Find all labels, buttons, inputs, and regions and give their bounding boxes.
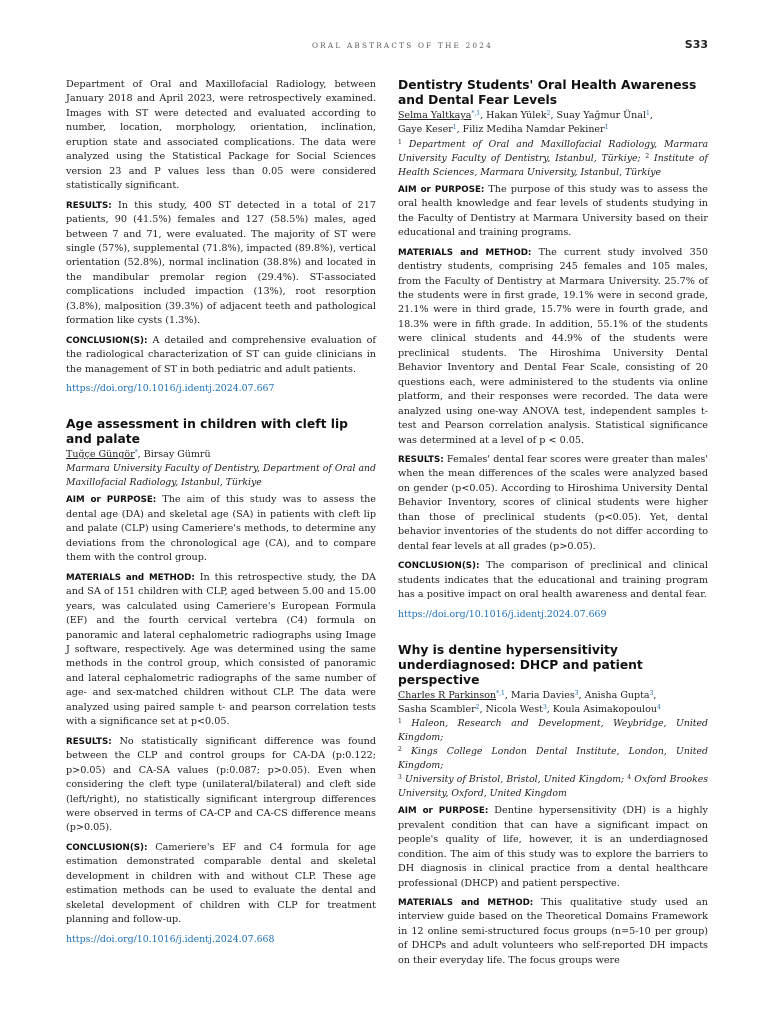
author-item: Charles R Parkinson$^{*,1}$, <box>398 689 511 701</box>
author-marker: 2 <box>475 703 480 711</box>
author-name: Anisha Gupta <box>584 689 650 701</box>
author-item: Hakan Yülek$^2$, <box>486 110 557 121</box>
results-paragraph: RESULTS: Females' dental fear scores were greater than males' when the mean differences of the scales were analyzed based on gender (p<0.05). According to Hiroshima University Dental Behavior Inventory, scores of clinical students were higher than those of preclinical students (p<0.05). Yet, dental behavior inventories of the students do not differ according to dental fear levels at all grades (p>0.05). <box>398 453 708 552</box>
running-head <box>0 38 768 55</box>
abstract-title: Age assessment in children with cleft lip and palate <box>66 417 348 447</box>
author-name: Hakan Yülek <box>486 110 547 121</box>
author-item: Gaye Keser$^1$, <box>398 124 463 136</box>
author-marker: 3 <box>649 689 654 697</box>
right-column <box>398 78 708 973</box>
journal-title: ORAL ABSTRACTS OF THE 2024 <box>312 41 493 50</box>
author-name: Gaye Keser <box>398 124 453 136</box>
author-name: Selma Yaltkaya <box>398 110 472 121</box>
left-column <box>66 78 376 947</box>
author-name: Birsay Gümrü <box>143 449 211 461</box>
abstract-title: Dentistry Students' Oral Health Awareness and Dental Fear Levels <box>398 78 697 107</box>
conclusion-paragraph: CONCLUSION(S): The comparison of preclinical and clinical students indicates that the educational and training program has a positive impact on oral health awareness and dental fear. <box>398 560 708 601</box>
author-marker: 1 <box>646 110 650 117</box>
conclusion-paragraph: CONCLUSION(S): Cameriere's EF and C4 formula for age estimation demonstrated comparable dental and skeletal development in children with and without CLP. These age estimation methods can be used to evaluate the dental and skeletal development of children with CLP for treatment planning and follow-up. <box>66 841 376 926</box>
section-label: RESULTS: <box>398 454 444 465</box>
author-marker: * <box>134 449 138 457</box>
author-item: Nicola West$^3$, <box>485 703 553 715</box>
author-list <box>398 109 708 138</box>
section-label: AIM or PURPOSE: <box>398 806 489 817</box>
author-name: Tuğçe Güngör <box>66 449 135 461</box>
affiliation: $^1$ Department of Oral and Maxillofacial Radiology, Marmara University Faculty of Dentistry, Istanbul, Türkiye; $^2$ Institute of Health Sciences, Marmara University, Istanbul, Türkiye <box>398 138 708 178</box>
author-name: Sasha Scambler <box>398 703 476 715</box>
author-list: Tuğçe Güngör*, Birsay Gümrü <box>66 449 211 461</box>
author-marker: 3 <box>574 689 579 697</box>
section-label: AIM or PURPOSE: <box>398 184 485 195</box>
section-label: MATERIALS and METHOD: <box>398 247 532 258</box>
aim-paragraph: AIM or PURPOSE: The aim of this study was to assess the dental age (DA) and skeletal age (SA) in patients with cleft lip and palate (CLP) using Cameriere's methods, to determine any deviations from the chronological age (CA), and to compare them with the control group. <box>66 494 377 564</box>
author-item: Selma Yaltkaya$^{*,1}$, <box>398 110 487 121</box>
author-marker: 1 <box>604 124 609 132</box>
author-marker: *,1 <box>471 110 481 117</box>
aim-paragraph: AIM or PURPOSE: The purpose of this study was to assess the oral health knowledge and fear levels of students studying in the Faculty of Dentistry at Marmara University based on their educational and training programs. <box>398 183 708 239</box>
methods-paragraph: MATERIALS and METHOD: This qualitative study used an interview guide based on the Theoretical Domains Framework in 12 online semi-structured focus groups (n=5-10 per group) of DHCPs and adult volunteers who self-reported DH impacts on their everyday life. The focus groups were <box>398 897 708 966</box>
abstract-title: Why is dentine hypersensitivity underdiagnosed: DHCP and patient perspective <box>398 642 643 687</box>
author-item <box>463 124 609 135</box>
author-item: Suay Yağmur Ünal$^1$, <box>556 110 653 121</box>
section-label: RESULTS: <box>66 736 112 747</box>
doi-link[interactable]: https://doi.org/10.1016/j.identj.2024.07.669 <box>398 608 607 620</box>
affiliation: Marmara University Faculty of Dentistry, Department of Oral and Maxillofacial Radiology, Istanbul, Türkiye <box>66 463 376 489</box>
author-marker: 3 <box>542 703 547 711</box>
author-marker: 2 <box>546 110 551 117</box>
author-item <box>553 704 661 715</box>
doi-link[interactable]: https://doi.org/10.1016/j.identj.2024.07.668 <box>66 933 275 945</box>
author-item: Sasha Scambler$^2$, <box>398 703 486 715</box>
section-label: CONCLUSION(S): <box>398 561 480 572</box>
author-item: Maria Davies$^3$, <box>510 689 585 701</box>
results-paragraph: RESULTS: No statistically significant difference was found between the CLP and control groups for CA-DA (p:0.122; p>0.05) and CA-SA values (p:0.087; p>0.05). Even when considering the cleft type (unilateral/bilateral) and cleft side (left/right), no statistically significant intergroup differences were observed in terms of CA-CP and CA-CS difference means (p>0.05). <box>66 735 376 834</box>
author-name: Charles R Parkinson <box>398 689 497 701</box>
author-marker: 4 <box>656 703 661 711</box>
section-label: MATERIALS and METHOD: <box>398 898 534 909</box>
affiliation: $^1$ Haleon, Research and Development, Weybridge, United Kingdom; $^2$ Kings College London Dental Institute, London, United Kingdom; $^3$ University of Bristol, Bristol, United Kingdom; $^4$ Oxford Brookes University, Oxford, United Kingdom <box>398 718 708 800</box>
section-label: CONCLUSION(S): <box>66 842 148 853</box>
methods-paragraph: MATERIALS and METHOD: In this retrospective study, the DA and SA of 151 children with CLP, aged between 5.00 and 15.00 years, was calculated using Cameriere's European Formula (EF) and the fourth cervical vertebra (C4) formula on panoramic and lateral cephalometric radiographs using Image J software, respectively. Age was determined using the same methods in the control group, which consisted of panoramic and lateral cephalometric radiographs of the same number of age- and sex-matched children without CLP. The data were analyzed using paired sample t- and pearson correlation tests with a significance set at p<0.05. <box>66 571 376 728</box>
author-name: Suay Yağmur Ünal <box>556 110 647 121</box>
methods-paragraph: MATERIALS and METHOD: The current study involved 350 dentistry students, comprising 245 females and 105 males, from the Faculty of Dentistry at Marmara University. 25.7% of the students were in first grade, 19.1% were in second grade, 21.1% were in third grade, 15.7% were in fourth grade, and 18.3% were in fifth grade. In addition, 55.1% of the students were clinical students and 44.9% of the students were preclinical students. The Hiroshima University Dental Behavior Inventory and Dental Fear Scale, consisting of 20 questions each, were administered to the students via online platform, and their responses were recorded. The data were analyzed using one-way ANOVA test, independent samples t-test and Pearson correlation analysis. Statistical significance was determined at a level of p < 0.05. <box>398 246 708 446</box>
continued-methods: Department of Oral and Maxillofacial Radiology, between January 2018 and April 2023, were retrospectively examined. Images with ST were detected and evaluated according to number, location, morphology, orientation, inclination, eruption state and associated complications. The data were analyzed using the Statistical Package for Social Sciences version 23 and P values less than 0.05 were considered statistically significant. <box>66 79 376 192</box>
section-label: AIM or PURPOSE: <box>66 495 157 506</box>
author-list <box>398 689 708 718</box>
author-item: Anisha Gupta$^3$, <box>584 689 657 701</box>
conclusion-paragraph: CONCLUSION(S): A detailed and comprehensive evaluation of the radiological characterization of ST can guide clinicians in the management of ST in both pediatric and adult patients. <box>66 334 376 375</box>
author-name: Nicola West <box>485 703 543 715</box>
doi-link[interactable]: https://doi.org/10.1016/j.identj.2024.07.667 <box>66 383 275 395</box>
author-marker: *,1 <box>496 689 505 697</box>
page-number: S33 <box>684 38 708 51</box>
author-name: Maria Davies <box>510 689 575 701</box>
author-name: Filiz Mediha Namdar Pekiner <box>462 124 605 136</box>
author-marker: 1 <box>452 124 457 132</box>
section-label: MATERIALS and METHOD: <box>66 572 195 583</box>
results-paragraph: RESULTS: In this study, 400 ST detected in a total of 217 patients, 90 (41.5%) females and 127 (58.5%) males, aged between 7 and 71, were evaluated. The majority of ST were single (57%), supplemental (71.8%), impacted (89.8%), vertical orientation (52.8%), normal inclination (38.8%) and located in the mandibular premolar region (29.4%). ST-associated complications included impaction (13%), root resorption (3.8%), malposition (39.3%) of adjacent teeth and pathological formation like cysts (1.3%). <box>66 199 376 327</box>
section-label: CONCLUSION(S): <box>66 335 148 346</box>
author-name: Koula Asimakopoulou <box>552 703 657 715</box>
aim-paragraph: AIM or PURPOSE: Dentine hypersensitivity (DH) is a highly prevalent condition that can have a significant impact on people's quality of life, however, it is an underdiagnosed condition. The aim of this study was to explore the barriers to DH diagnosis in clinical practice from a dental healthcare professional (DHCP) and patient perspective. <box>398 805 708 889</box>
section-label: RESULTS: <box>66 200 112 211</box>
